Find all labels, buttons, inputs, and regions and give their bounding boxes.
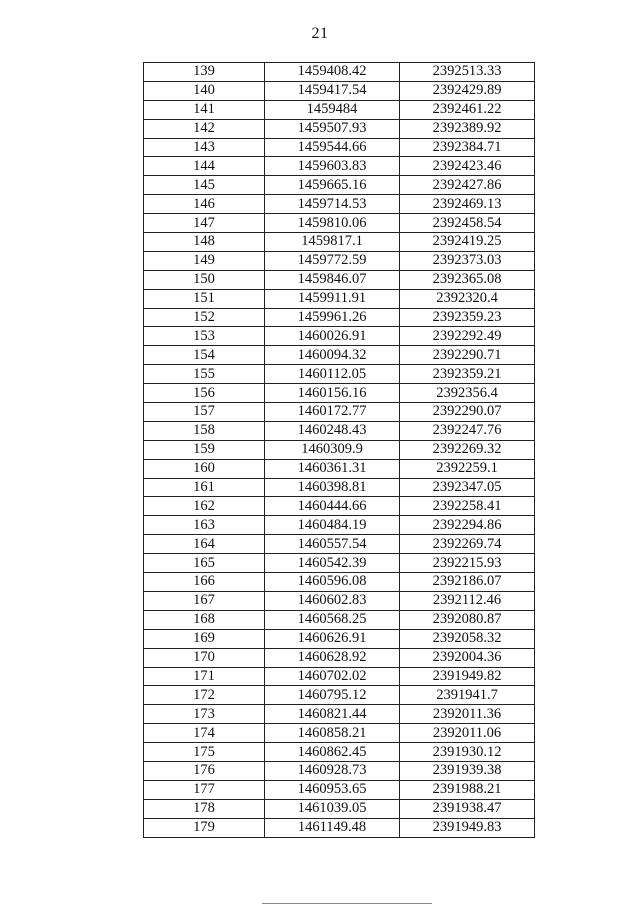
y-coordinate-cell: 2392389.92 [400, 119, 535, 138]
y-coordinate-cell: 2392292.49 [400, 327, 535, 346]
x-coordinate-cell: 1459817.1 [265, 233, 400, 252]
table-row [144, 384, 535, 403]
x-coordinate-cell: 1460568.25 [265, 610, 400, 629]
table-row [144, 761, 535, 780]
point-number-cell: 163 [144, 516, 265, 535]
point-number-cell: 159 [144, 440, 265, 459]
coordinates-table-body [144, 63, 535, 838]
table-row [144, 799, 535, 818]
table-row [144, 421, 535, 440]
x-coordinate-cell: 1459544.66 [265, 138, 400, 157]
x-coordinate-cell: 1460484.19 [265, 516, 400, 535]
y-coordinate-cell: 2392419.25 [400, 233, 535, 252]
y-coordinate-cell: 2392347.05 [400, 478, 535, 497]
point-number-cell: 167 [144, 591, 265, 610]
table-row [144, 573, 535, 592]
table-row [144, 138, 535, 157]
point-number-cell: 160 [144, 459, 265, 478]
x-coordinate-cell: 1461039.05 [265, 799, 400, 818]
x-coordinate-cell: 1460094.32 [265, 346, 400, 365]
page-number: 21 [311, 25, 329, 42]
y-coordinate-cell: 2392461.22 [400, 100, 535, 119]
x-coordinate-cell: 1460248.43 [265, 421, 400, 440]
point-number-cell: 139 [144, 63, 265, 82]
coordinates-table [143, 62, 535, 838]
x-coordinate-cell: 1459408.42 [265, 63, 400, 82]
point-number-cell: 146 [144, 195, 265, 214]
y-coordinate-cell: 2392359.23 [400, 308, 535, 327]
table-row [144, 497, 535, 516]
x-coordinate-cell: 1460602.83 [265, 591, 400, 610]
point-number-cell: 156 [144, 384, 265, 403]
x-coordinate-cell: 1460309.9 [265, 440, 400, 459]
point-number-cell: 166 [144, 573, 265, 592]
point-number-cell: 145 [144, 176, 265, 195]
y-coordinate-cell: 2392469.13 [400, 195, 535, 214]
x-coordinate-cell: 1460596.08 [265, 573, 400, 592]
y-coordinate-cell: 2392011.06 [400, 724, 535, 743]
y-coordinate-cell: 2392011.36 [400, 705, 535, 724]
x-coordinate-cell: 1459714.53 [265, 195, 400, 214]
table-row [144, 327, 535, 346]
y-coordinate-cell: 2392269.74 [400, 535, 535, 554]
point-number-cell: 179 [144, 818, 265, 837]
x-coordinate-cell: 1460026.91 [265, 327, 400, 346]
point-number-cell: 173 [144, 705, 265, 724]
point-number-cell: 150 [144, 270, 265, 289]
y-coordinate-cell: 2392359.21 [400, 365, 535, 384]
x-coordinate-cell: 1459484 [265, 100, 400, 119]
point-number-cell: 158 [144, 421, 265, 440]
x-coordinate-cell: 1460172.77 [265, 403, 400, 422]
x-coordinate-cell: 1460628.92 [265, 648, 400, 667]
table-row [144, 743, 535, 762]
point-number-cell: 149 [144, 251, 265, 270]
point-number-cell: 144 [144, 157, 265, 176]
table-row [144, 818, 535, 837]
table-row [144, 157, 535, 176]
point-number-cell: 162 [144, 497, 265, 516]
table-row [144, 667, 535, 686]
point-number-cell: 153 [144, 327, 265, 346]
x-coordinate-cell: 1459772.59 [265, 251, 400, 270]
y-coordinate-cell: 2392058.32 [400, 629, 535, 648]
table-row [144, 365, 535, 384]
y-coordinate-cell: 2391938.47 [400, 799, 535, 818]
point-number-cell: 171 [144, 667, 265, 686]
table-row [144, 308, 535, 327]
point-number-cell: 168 [144, 610, 265, 629]
x-coordinate-cell: 1459507.93 [265, 119, 400, 138]
point-number-cell: 177 [144, 780, 265, 799]
y-coordinate-cell: 2392429.89 [400, 81, 535, 100]
y-coordinate-cell: 2391988.21 [400, 780, 535, 799]
table-row [144, 289, 535, 308]
point-number-cell: 151 [144, 289, 265, 308]
table-row [144, 233, 535, 252]
point-number-cell: 176 [144, 761, 265, 780]
point-number-cell: 143 [144, 138, 265, 157]
x-coordinate-cell: 1460702.02 [265, 667, 400, 686]
y-coordinate-cell: 2391939.38 [400, 761, 535, 780]
point-number-cell: 141 [144, 100, 265, 119]
point-number-cell: 174 [144, 724, 265, 743]
point-number-cell: 178 [144, 799, 265, 818]
table-row [144, 686, 535, 705]
table-row [144, 195, 535, 214]
point-number-cell: 155 [144, 365, 265, 384]
y-coordinate-cell: 2392186.07 [400, 573, 535, 592]
x-coordinate-cell: 1460928.73 [265, 761, 400, 780]
table-row [144, 591, 535, 610]
footer-divider [262, 903, 432, 904]
point-number-cell: 147 [144, 214, 265, 233]
x-coordinate-cell: 1460795.12 [265, 686, 400, 705]
x-coordinate-cell: 1460398.81 [265, 478, 400, 497]
table-row [144, 63, 535, 82]
point-number-cell: 169 [144, 629, 265, 648]
x-coordinate-cell: 1459810.06 [265, 214, 400, 233]
y-coordinate-cell: 2391949.83 [400, 818, 535, 837]
y-coordinate-cell: 2392513.33 [400, 63, 535, 82]
y-coordinate-cell: 2392373.03 [400, 251, 535, 270]
x-coordinate-cell: 1460953.65 [265, 780, 400, 799]
x-coordinate-cell: 1461149.48 [265, 818, 400, 837]
x-coordinate-cell: 1459603.83 [265, 157, 400, 176]
x-coordinate-cell: 1460557.54 [265, 535, 400, 554]
y-coordinate-cell: 2392290.07 [400, 403, 535, 422]
table-row [144, 648, 535, 667]
point-number-cell: 140 [144, 81, 265, 100]
x-coordinate-cell: 1460862.45 [265, 743, 400, 762]
table-row [144, 629, 535, 648]
x-coordinate-cell: 1459846.07 [265, 270, 400, 289]
point-number-cell: 161 [144, 478, 265, 497]
table-row [144, 176, 535, 195]
y-coordinate-cell: 2392080.87 [400, 610, 535, 629]
point-number-cell: 157 [144, 403, 265, 422]
point-number-cell: 172 [144, 686, 265, 705]
x-coordinate-cell: 1460444.66 [265, 497, 400, 516]
table-row [144, 554, 535, 573]
y-coordinate-cell: 2392004.36 [400, 648, 535, 667]
y-coordinate-cell: 2392384.71 [400, 138, 535, 157]
x-coordinate-cell: 1460112.05 [265, 365, 400, 384]
table-row [144, 270, 535, 289]
table-row [144, 459, 535, 478]
table-row [144, 705, 535, 724]
y-coordinate-cell: 2392290.71 [400, 346, 535, 365]
y-coordinate-cell: 2392427.86 [400, 176, 535, 195]
table-row [144, 346, 535, 365]
y-coordinate-cell: 2392258.41 [400, 497, 535, 516]
table-row [144, 610, 535, 629]
table-row [144, 516, 535, 535]
x-coordinate-cell: 1460361.31 [265, 459, 400, 478]
x-coordinate-cell: 1459911.91 [265, 289, 400, 308]
table-row [144, 724, 535, 743]
y-coordinate-cell: 2392259.1 [400, 459, 535, 478]
y-coordinate-cell: 2392247.76 [400, 421, 535, 440]
x-coordinate-cell: 1459417.54 [265, 81, 400, 100]
y-coordinate-cell: 2392294.86 [400, 516, 535, 535]
x-coordinate-cell: 1460542.39 [265, 554, 400, 573]
table-row [144, 251, 535, 270]
x-coordinate-cell: 1460821.44 [265, 705, 400, 724]
y-coordinate-cell: 2392269.32 [400, 440, 535, 459]
y-coordinate-cell: 2392112.46 [400, 591, 535, 610]
point-number-cell: 170 [144, 648, 265, 667]
x-coordinate-cell: 1460626.91 [265, 629, 400, 648]
y-coordinate-cell: 2392458.54 [400, 214, 535, 233]
y-coordinate-cell: 2392215.93 [400, 554, 535, 573]
table-row [144, 81, 535, 100]
table-row [144, 214, 535, 233]
x-coordinate-cell: 1460858.21 [265, 724, 400, 743]
y-coordinate-cell: 2391930.12 [400, 743, 535, 762]
point-number-cell: 175 [144, 743, 265, 762]
table-row [144, 780, 535, 799]
table-row [144, 403, 535, 422]
x-coordinate-cell: 1459665.16 [265, 176, 400, 195]
x-coordinate-cell: 1460156.16 [265, 384, 400, 403]
y-coordinate-cell: 2392365.08 [400, 270, 535, 289]
point-number-cell: 148 [144, 233, 265, 252]
y-coordinate-cell: 2392423.46 [400, 157, 535, 176]
y-coordinate-cell: 2391941.7 [400, 686, 535, 705]
x-coordinate-cell: 1459961.26 [265, 308, 400, 327]
y-coordinate-cell: 2392320.4 [400, 289, 535, 308]
y-coordinate-cell: 2391949.82 [400, 667, 535, 686]
point-number-cell: 165 [144, 554, 265, 573]
point-number-cell: 152 [144, 308, 265, 327]
table-row [144, 119, 535, 138]
point-number-cell: 142 [144, 119, 265, 138]
point-number-cell: 154 [144, 346, 265, 365]
table-row [144, 100, 535, 119]
table-row [144, 440, 535, 459]
table-row [144, 535, 535, 554]
point-number-cell: 164 [144, 535, 265, 554]
y-coordinate-cell: 2392356.4 [400, 384, 535, 403]
table-row [144, 478, 535, 497]
